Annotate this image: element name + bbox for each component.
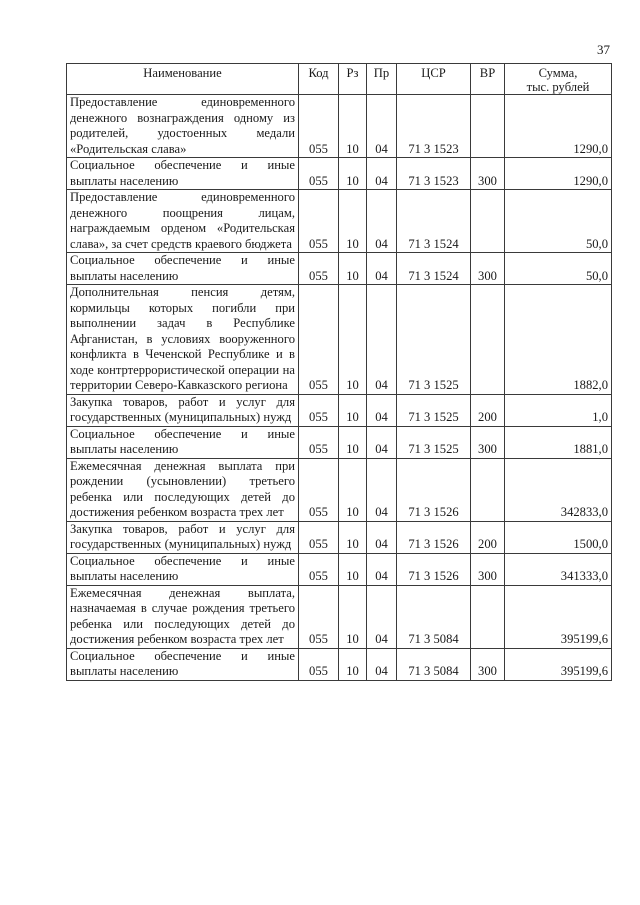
cell-rz: 10 xyxy=(339,553,367,585)
table-row xyxy=(67,553,612,585)
cell-kod: 055 xyxy=(299,253,339,285)
cell-sum: 395199,6 xyxy=(505,648,612,680)
cell-sum: 342833,0 xyxy=(505,458,612,521)
cell-kod: 055 xyxy=(299,458,339,521)
cell-kod: 055 xyxy=(299,394,339,426)
cell-name: Социальное обеспечение и иные выплаты населению xyxy=(67,426,299,458)
cell-name: Ежемесячная денежная выплата, назначаемая в случае рождения третьего ребенка или последующих детей до достижения ребенком возраста трех лет xyxy=(67,585,299,648)
cell-kod: 055 xyxy=(299,285,339,395)
table-row xyxy=(67,253,612,285)
cell-name: Социальное обеспечение и иные выплаты населению xyxy=(67,158,299,190)
cell-sum: 1882,0 xyxy=(505,285,612,395)
table-row xyxy=(67,158,612,190)
cell-vr: 300 xyxy=(471,553,505,585)
cell-pr: 04 xyxy=(367,158,397,190)
header-kod: Код xyxy=(299,64,339,95)
cell-kod: 055 xyxy=(299,190,339,253)
budget-table xyxy=(66,63,612,681)
cell-kod: 055 xyxy=(299,648,339,680)
table-row xyxy=(67,426,612,458)
cell-pr: 04 xyxy=(367,521,397,553)
cell-csr: 71 3 1525 xyxy=(397,426,471,458)
cell-vr: 300 xyxy=(471,253,505,285)
cell-rz: 10 xyxy=(339,648,367,680)
cell-kod: 055 xyxy=(299,95,339,158)
cell-vr xyxy=(471,95,505,158)
cell-sum: 50,0 xyxy=(505,190,612,253)
cell-vr: 300 xyxy=(471,648,505,680)
cell-name: Социальное обеспечение и иные выплаты населению xyxy=(67,648,299,680)
cell-pr: 04 xyxy=(367,253,397,285)
header-csr: ЦСР xyxy=(397,64,471,95)
table-header xyxy=(67,64,612,95)
cell-kod: 055 xyxy=(299,521,339,553)
cell-name: Предоставление единовременного денежного вознаграждения одному из родителей, удостоенных медали «Родительская слава» xyxy=(67,95,299,158)
cell-csr: 71 3 1526 xyxy=(397,553,471,585)
cell-sum: 1290,0 xyxy=(505,158,612,190)
header-sum: Сумма, тыс. рублей xyxy=(505,64,612,95)
table-row xyxy=(67,648,612,680)
cell-csr: 71 3 1523 xyxy=(397,158,471,190)
cell-sum: 341333,0 xyxy=(505,553,612,585)
cell-rz: 10 xyxy=(339,285,367,395)
header-rz: Рз xyxy=(339,64,367,95)
cell-sum: 1290,0 xyxy=(505,95,612,158)
cell-rz: 10 xyxy=(339,190,367,253)
cell-vr xyxy=(471,285,505,395)
cell-pr: 04 xyxy=(367,190,397,253)
header-name: Наименование xyxy=(67,64,299,95)
cell-vr xyxy=(471,585,505,648)
table-row xyxy=(67,521,612,553)
cell-csr: 71 3 5084 xyxy=(397,585,471,648)
cell-pr: 04 xyxy=(367,553,397,585)
cell-vr: 200 xyxy=(471,394,505,426)
cell-csr: 71 3 1525 xyxy=(397,394,471,426)
cell-csr: 71 3 5084 xyxy=(397,648,471,680)
cell-name: Социальное обеспечение и иные выплаты населению xyxy=(67,553,299,585)
cell-csr: 71 3 1524 xyxy=(397,190,471,253)
cell-name: Предоставление единовременного денежного поощрения лицам, награждаемым орденом «Родительская слава», за счет средств краевого бюджета xyxy=(67,190,299,253)
cell-kod: 055 xyxy=(299,585,339,648)
cell-vr: 300 xyxy=(471,426,505,458)
cell-rz: 10 xyxy=(339,426,367,458)
cell-csr: 71 3 1525 xyxy=(397,285,471,395)
table-row xyxy=(67,394,612,426)
cell-pr: 04 xyxy=(367,426,397,458)
cell-rz: 10 xyxy=(339,521,367,553)
header-pr: Пр xyxy=(367,64,397,95)
cell-name: Социальное обеспечение и иные выплаты населению xyxy=(67,253,299,285)
cell-sum: 1500,0 xyxy=(505,521,612,553)
cell-pr: 04 xyxy=(367,458,397,521)
page-number: 37 xyxy=(597,42,610,57)
cell-sum: 1,0 xyxy=(505,394,612,426)
cell-name: Закупка товаров, работ и услуг для государственных (муниципальных) нужд xyxy=(67,394,299,426)
cell-name: Дополнительная пенсия детям, кормильцы которых погибли при выполнении задач в Республике Афганистан, в условиях вооруженного конфликта в Чеченской Республике и в ходе контртеррористической операции на территории Северо-Кавказского региона xyxy=(67,285,299,395)
cell-rz: 10 xyxy=(339,458,367,521)
cell-name: Ежемесячная денежная выплата при рождении (усыновлении) третьего ребенка или последующих детей до достижения ребенком возраста трех лет xyxy=(67,458,299,521)
cell-rz: 10 xyxy=(339,253,367,285)
table-row xyxy=(67,190,612,253)
cell-kod: 055 xyxy=(299,158,339,190)
table-row xyxy=(67,95,612,158)
cell-vr: 300 xyxy=(471,158,505,190)
header-vr: ВР xyxy=(471,64,505,95)
cell-pr: 04 xyxy=(367,285,397,395)
cell-pr: 04 xyxy=(367,648,397,680)
cell-kod: 055 xyxy=(299,553,339,585)
cell-csr: 71 3 1524 xyxy=(397,253,471,285)
cell-rz: 10 xyxy=(339,158,367,190)
table-body xyxy=(67,95,612,681)
cell-rz: 10 xyxy=(339,585,367,648)
cell-name: Закупка товаров, работ и услуг для государственных (муниципальных) нужд xyxy=(67,521,299,553)
cell-sum: 50,0 xyxy=(505,253,612,285)
cell-rz: 10 xyxy=(339,394,367,426)
cell-sum: 1881,0 xyxy=(505,426,612,458)
table-row xyxy=(67,285,612,395)
cell-vr: 200 xyxy=(471,521,505,553)
cell-pr: 04 xyxy=(367,585,397,648)
cell-pr: 04 xyxy=(367,95,397,158)
cell-csr: 71 3 1523 xyxy=(397,95,471,158)
table-row xyxy=(67,458,612,521)
cell-csr: 71 3 1526 xyxy=(397,458,471,521)
cell-kod: 055 xyxy=(299,426,339,458)
cell-csr: 71 3 1526 xyxy=(397,521,471,553)
table-row xyxy=(67,585,612,648)
cell-vr xyxy=(471,190,505,253)
cell-vr xyxy=(471,458,505,521)
cell-pr: 04 xyxy=(367,394,397,426)
cell-rz: 10 xyxy=(339,95,367,158)
cell-sum: 395199,6 xyxy=(505,585,612,648)
